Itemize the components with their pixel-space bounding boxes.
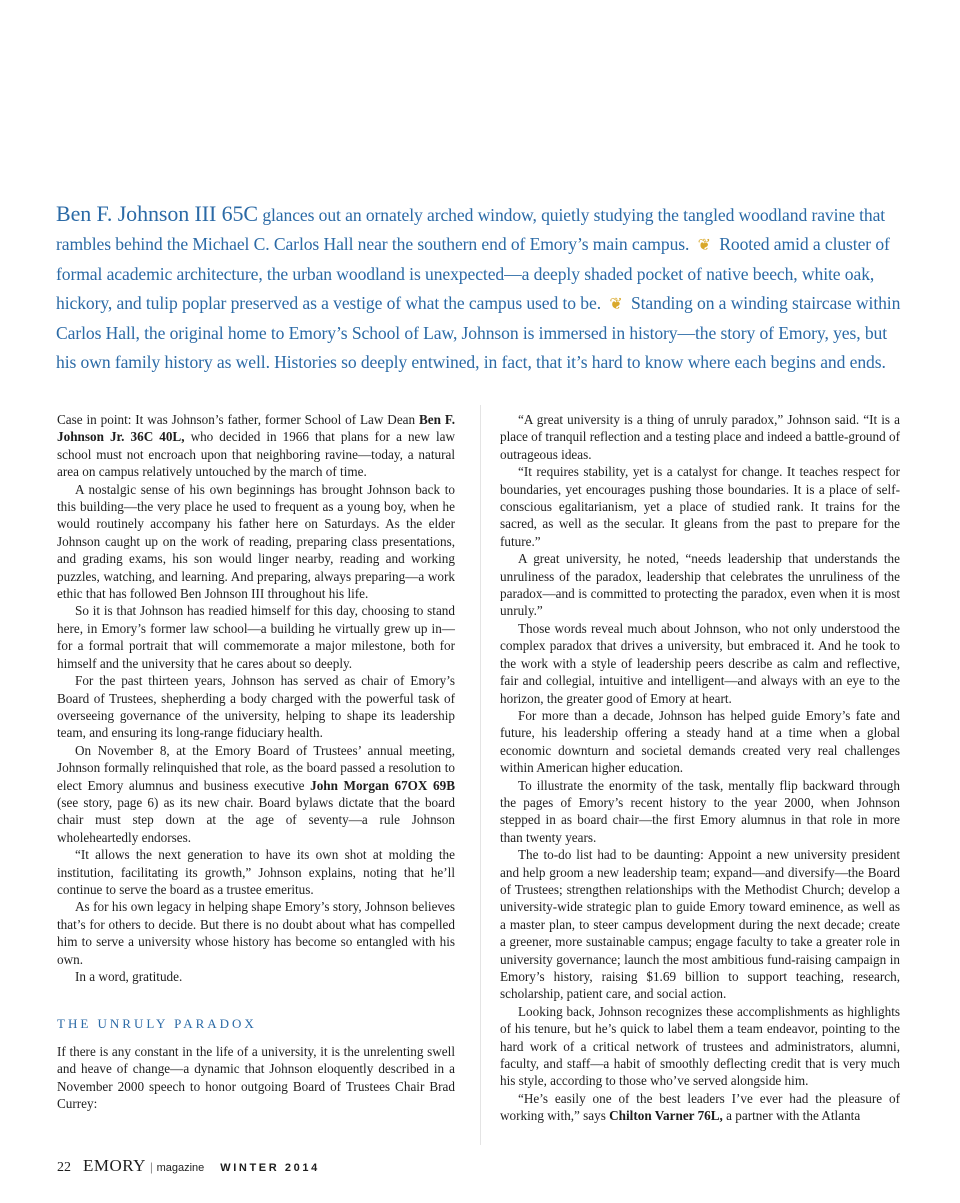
name-bold: John Morgan 67OX 69B bbox=[310, 777, 455, 793]
paragraph: On November 8, at the Emory Board of Trustees’ annual meeting, Johnson formally relinquished that role, as the board passed a resolution to elect Emory alumnus and business executive John Morgan 67OX 69B (see story, page 6) as its new chair. Board bylaws dictate that the board chair must step down at the age of seventy—a rule Johnson wholeheartedly endorses. bbox=[57, 742, 455, 845]
lede-sentence-2: Rooted amid a cluster of formal academic architecture, the urban woodland is unexpected—a deeply shaded pocket of native beech, white oak, hickory, and tulip poplar preserved as a vestige of what the campus used to be. bbox=[56, 233, 890, 313]
lede-sentence-1: glances out an ornately arched window, quietly studying the tangled woodland ravine that rambles behind the Michael C. Carlos Hall near the southern end of Emory’s main campus. bbox=[56, 205, 886, 254]
brand-logo: EMORY bbox=[83, 1156, 146, 1175]
paragraph: For the past thirteen years, Johnson has served as chair of Emory’s Board of Trustees, shepherding a body charged with the powerful task of overseeing governance of the university, helping to shape its leadership team, and ensuring its long-range fiduciary health. bbox=[57, 673, 455, 741]
lede-name-suffix: C bbox=[243, 201, 258, 226]
paragraph: For more than a decade, Johnson has helped guide Emory’s fate and future, his leadership offering a steady hand at a time when a global economic downturn and societal demands created very real challenges within American higher education. bbox=[500, 707, 900, 776]
leaf-ornament-icon: ❦ bbox=[609, 295, 623, 313]
paragraph: As for his own legacy in helping shape Emory’s story, Johnson believes that’s for others to decide. But there is no doubt about what has compelled him to serve a university whose history has become so entangled with his own. bbox=[57, 899, 455, 967]
name-bold: Ben F. Johnson Jr. 36C 40L, bbox=[57, 412, 455, 445]
page-footer bbox=[57, 1156, 320, 1176]
paragraph: In a word, gratitude. bbox=[75, 969, 183, 984]
magazine-label: magazine bbox=[156, 1162, 205, 1174]
paragraph: To illustrate the enormity of the task, mentally flip backward through the pages of Emory’s recent history to the year 2000, when Johnson stepped in as board chair—the first Emory alumnus in that role in more than twenty years. bbox=[500, 777, 900, 845]
paragraph: A nostalgic sense of his own beginnings has brought Johnson back to this building—the very place he used to frequent as a young boy, when he would routinely accompany his father here on Saturdays. As the elder Johnson caught up on the work of reading, preparing class presentations, and grading exams, his son would linger nearby, reading and working puzzles, watching, and learning. And preparing, always preparing—a work ethic that has followed Ben Johnson III throughout his life. bbox=[57, 481, 455, 602]
issue-label: WINTER 2014 bbox=[220, 1162, 320, 1174]
left-column bbox=[57, 411, 455, 1112]
footer-separator: | bbox=[149, 1159, 153, 1174]
lede-name: Ben F. Johnson III 65 bbox=[56, 201, 244, 226]
paragraph: “It allows the next generation to have its own shot at molding the institution, facilitating its growth,” Johnson explains, noting that he’ll continue to serve the board as a trustee emeritus. bbox=[57, 847, 455, 897]
paragraph: “A great university is a thing of unruly paradox,” Johnson said. “It is a place of tranquil reflection and a testing place and indeed a battle-ground of outrageous ideas. bbox=[500, 412, 900, 462]
name-bold: Chilton Varner 76L, bbox=[609, 1108, 723, 1124]
page-number: 22 bbox=[57, 1160, 71, 1175]
paragraph: If there is any constant in the life of a university, it is the unrelenting swell and heave of change—a dynamic that Johnson eloquently described in a November 2000 speech to honor outgoing Board of Trustees Chair Brad Currey: bbox=[57, 1043, 455, 1112]
paragraph: “He’s easily one of the best leaders I’ve ever had the pleasure of working with,” says Chilton Varner 76L, a partner with the Atlanta bbox=[500, 1090, 900, 1124]
paragraph: A great university, he noted, “needs leadership that understands the unruliness of the paradox, leadership that celebrates the unruliness of the paradox—and is committed to protecting the paradox, even when it is most unruly.” bbox=[500, 551, 900, 619]
paragraph: The to-do list had to be daunting: Appoint a new university president and help groom a new leadership team; expand—and diversify—the Board of Trustees; strengthen relationships with the Methodist Church; develop a university-wide strategic plan to guide Emory toward eminence, as well as a master plan, to steer campus development during the next decade; create a greener, more sustainable campus; engage faculty to take a greater role in university governance; launch the most ambitious fund-raising campaign in Emory’s history, raising $1.69 billion to support teaching, research, scholarship, patient care, and social action. bbox=[500, 847, 900, 1002]
lede-paragraph bbox=[56, 200, 906, 377]
leaf-ornament-icon: ❦ bbox=[697, 236, 711, 254]
paragraph: So it is that Johnson has readied himself for this day, choosing to stand here, in Emory’s former law school—a building he virtually grew up in—for a formal portrait that will commemorate a major milestone, both for himself and the university that he cares about so deeply. bbox=[57, 603, 455, 671]
paragraph: Looking back, Johnson recognizes these accomplishments as highlights of his tenure, but he’s quick to label them a team endeavor, pointing to the hard work of a critical network of trustees and administrators, alumni, faculty, and staff—a habit of smoothly deflecting credit that is very much his style, according to those who’ve served alongside him. bbox=[500, 1003, 900, 1089]
paragraph: Case in point: It was Johnson’s father, former School of Law Dean Ben F. Johnson Jr. 36C 40L, who decided in 1966 that plans for a new law school must not encroach upon that neighboring ravine—today, a natural area on campus relatively untouched by the march of time. bbox=[57, 412, 456, 480]
right-column bbox=[500, 411, 900, 1125]
column-divider bbox=[480, 405, 481, 1145]
section-subhead: THE UNRULY PARADOX bbox=[57, 1016, 257, 1032]
lede-sentence-3: Standing on a winding staircase within Carlos Hall, the original home to Emory’s School of Law, Johnson is immersed in history—the story of Emory, yes, but his own family history as well. Histories so deeply entwined, in fact, that it’s hard to know where each begins and ends. bbox=[56, 292, 901, 372]
paragraph: Those words reveal much about Johnson, who not only understood the complex paradox that drives a university, but embraced it. And he took to the work with a style of leadership peers describe as calm and reflective, fair and collegial, intuitive and intelligent—and always with an eye to the horizon, the greater good of Emory at heart. bbox=[500, 620, 900, 706]
paragraph: “It requires stability, yet is a catalyst for change. It teaches respect for boundaries, yet encourages pushing those boundaries. It is a place of self-conscious egalitarianism, yet a place of studied rank. It trains for the sacred, as well as the secular. It gleans from the past to prepare for the future.” bbox=[500, 464, 900, 549]
